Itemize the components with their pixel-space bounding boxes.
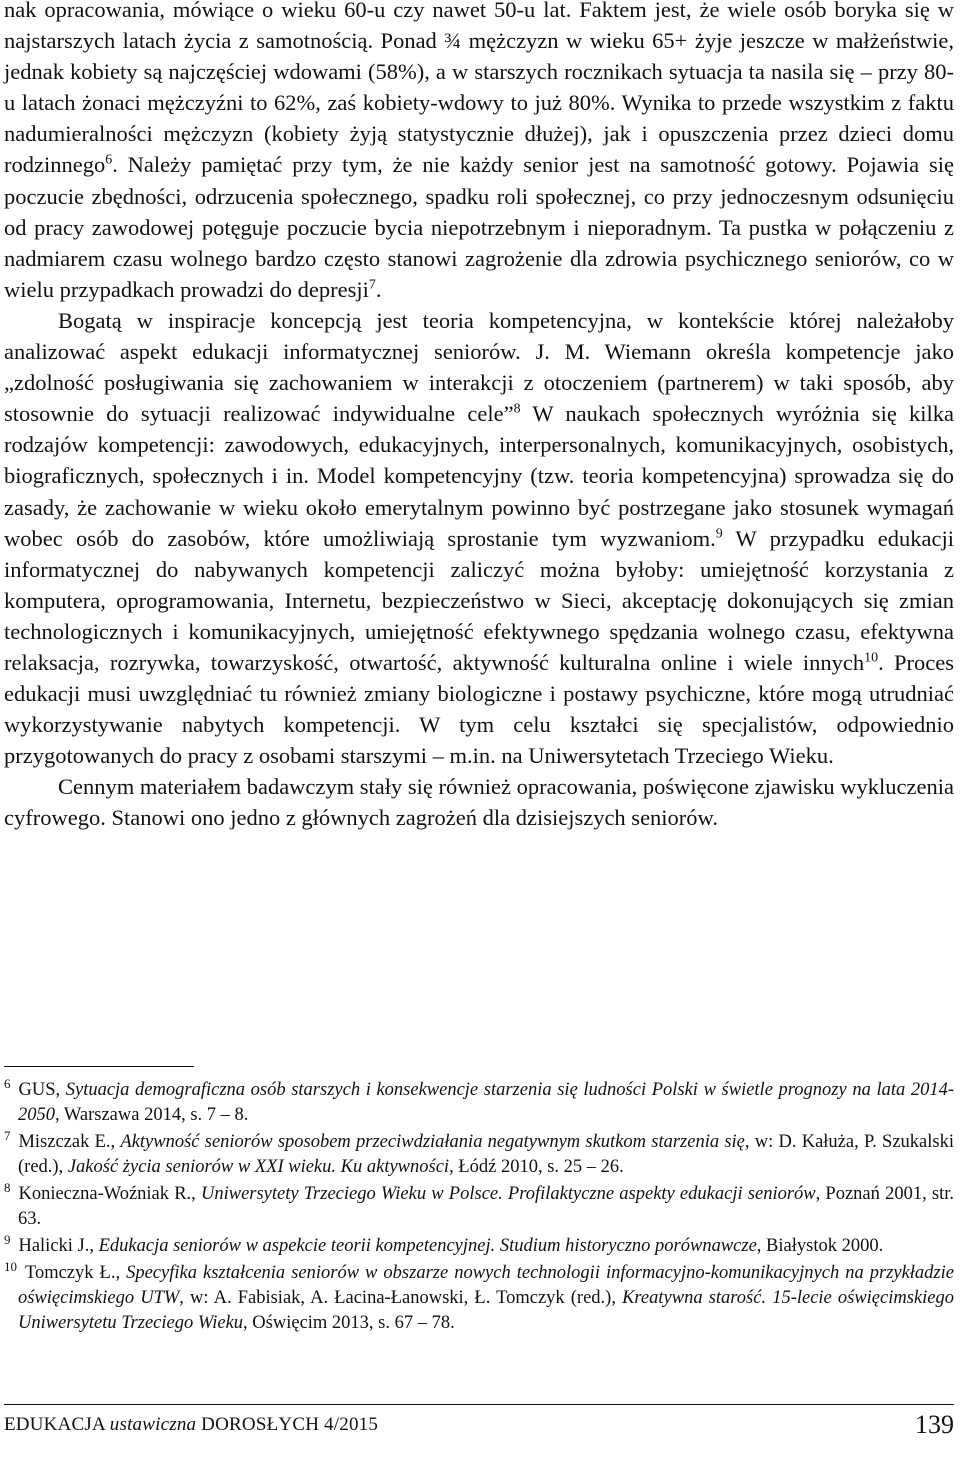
page-number: 139	[915, 1410, 954, 1439]
text-run: W przypadku edukacji informatycznej do nabywanych kompetencji zaliczyć można byłoby: umiejętność korzystania z komputera, oprogramowania, Internetu, bezpieczeństwo w Sieci, akceptację dokonujących się zmian technologicznych i komunikacyjnych, umiejętność efektywnego spędzania wolnego czasu, efektywna relaksacja, rozrywka, towarzyskość, otwartość, aktywność kulturalna online i wiele innych	[4, 525, 954, 675]
footnote	[4, 1127, 955, 1180]
footnote-separator	[4, 1066, 194, 1067]
italic-text: Sytuacja demograficzna osób starszych i konsekwencje starzenia się ludności Polski w świetle prognozy na lata 2014-2050	[18, 1080, 955, 1125]
footnote-number: 8	[4, 1179, 11, 1195]
text-run: .	[375, 276, 382, 302]
footnote-reference: 6	[105, 152, 113, 168]
text-run: , Warszawa 2014, s. 7 – 8.	[55, 1105, 249, 1125]
footnote-number: 7	[4, 1127, 11, 1143]
footnote-reference: 9	[715, 526, 723, 542]
text-run: , Oświęcim 2013, s. 67 – 78.	[243, 1313, 455, 1333]
paragraph	[4, 305, 954, 771]
footnote-reference: 8	[513, 401, 521, 417]
footnotes-section	[4, 1075, 955, 1338]
text-run: , Białystok 2000.	[756, 1236, 884, 1256]
text-run: , w: D. Kałuża, P. Szukalski (red.),	[18, 1132, 955, 1177]
footnote-number: 9	[4, 1231, 11, 1247]
text-run: , Łódź 2010, s. 25 – 26.	[449, 1157, 624, 1177]
text-run: Halicki J.,	[18, 1236, 99, 1256]
italic-text: Kreatywna starość. 15-lecie oświęcimskiego Uniwersytetu Trzeciego Wieku	[18, 1288, 954, 1333]
text-run: , Poznań 2001, str. 63.	[18, 1184, 954, 1229]
footer-separator	[4, 1404, 954, 1405]
text-run: . Proces edukacji musi uwzględniać tu również zmiany biologiczne i postawy psychiczne, które mogą utrudniać wykorzystywanie nabytych kompetencji. W tym celu kształci się specjalistów, odpowiednio przygotowanych do pracy z osobami starszymi – m.in. na Uniwersytetach Trzeciego Wieku.	[4, 649, 954, 769]
text-run: Miszczak E.,	[18, 1132, 121, 1152]
journal-footer	[4, 1414, 378, 1436]
text-run: Bogatą w inspiracje koncepcją jest teoria kompetencyjna, w kontekście której należałoby analizować aspekt edukacji informatycznej seniorów. J. M. Wiemann określa kompetencje jako „zdolność posługiwania się zachowaniem w interakcji z otoczeniem (partnerem) w taki sposób, aby stosownie do sytuacji realizować indywidualne cele”	[4, 307, 954, 427]
text-run: Tomczyk Ł.,	[24, 1263, 127, 1283]
footnote-number: 6	[4, 1075, 11, 1091]
italic-text: Specyfika kształcenia seniorów w obszarze nowych technologii informacyjno-komunikacyjnych na przykładzie oświęcimskiego UTW	[18, 1263, 954, 1308]
paragraph	[4, 771, 954, 833]
text-run: Konieczna-Woźniak R.,	[18, 1184, 201, 1204]
journal-name-italic: ustawiczna	[109, 1414, 197, 1435]
text-run: , w: A. Fabisiak, A. Łacina-Łanowski, Ł. Tomczyk (red.),	[179, 1288, 623, 1308]
text-run: nak opracowania, mówiące o wieku 60-u czy nawet 50-u lat. Faktem jest, że wiele osób boryka się w najstarszych latach życia z samotnością. Ponad ¾ mężczyzn w wieku 65+ żyje jeszcze w małżeństwie, jednak kobiety są najczęściej wdowami (58%), a w starszych rocznikach sytuacja ta nasila się – przy 80-u latach żonaci mężczyźni to 62%, zaś kobiety-wdowy to już 80%. Wynika to przede wszystkim z faktu nadumieralności mężczyzn (kobiety żyją statystycznie dłużej), jak i opuszczenia przez dzieci domu rodzinnego	[4, 0, 954, 178]
paragraph	[4, 0, 954, 305]
footnote	[4, 1231, 954, 1259]
footnote	[4, 1075, 955, 1128]
text-run: W naukach społecznych wyróżnia się kilka rodzajów kompetencji: zawodowych, edukacyjnych, interpersonalnych, komunikacyjnych, osobistych, biograficznych, społecznych i in. Model kompetencyjny (tzw. teoria kompetencyjna) sprowadza się do zasady, że zachowanie w wieku około emerytalnym powinno być postrzegane jako stosunek wymagań wobec osób do zasobów, które umożliwiają sprostanie tym wyzwaniom.	[4, 401, 954, 551]
italic-text: Aktywność seniorów sposobem przeciwdziałania negatywnym skutkom starzenia się	[120, 1132, 745, 1152]
footnote-reference: 10	[864, 650, 879, 666]
journal-name-part: EDUKACJA	[4, 1414, 110, 1435]
text-run: . Należy pamiętać przy tym, że nie każdy senior jest na samotność gotowy. Pojawia się poczucie zbędności, odrzucenia społecznego, spadku roli społecznej, co przy jednoczesnym odsunięciu od pracy zawodowej potęguje poczucie bycia niepotrzebnym i nieporadnym. Ta pustka w połączeniu z nadmiarem czasu wolnego bardzo często stanowi zagrożenie dla zdrowia psychicznego seniorów, co w wielu przypadkach prowadzi do depresji	[4, 152, 954, 302]
main-body-text	[4, 0, 954, 834]
italic-text: Jakość życia seniorów w XXI wieku. Ku aktywności	[67, 1157, 450, 1177]
italic-text: Edukacja seniorów w aspekcie teorii kompetencyjnej. Studium historyczno porównawcze	[98, 1236, 757, 1256]
footnote-reference: 7	[368, 277, 376, 293]
footnote	[4, 1179, 954, 1232]
footnote	[4, 1258, 954, 1336]
italic-text: Uniwersytety Trzeciego Wieku w Polsce. Profilaktyczne aspekty edukacji seniorów	[200, 1184, 816, 1204]
text-run: GUS,	[18, 1080, 66, 1100]
footnote-number: 10	[4, 1258, 17, 1274]
text-run: Cennym materiałem badawczym stały się również opracowania, poświęcone zjawisku wykluczenia cyfrowego. Stanowi ono jedno z głównych zagrożeń dla dzisiejszych seniorów.	[4, 774, 954, 831]
journal-issue: DOROSŁYCH 4/2015	[196, 1414, 379, 1435]
